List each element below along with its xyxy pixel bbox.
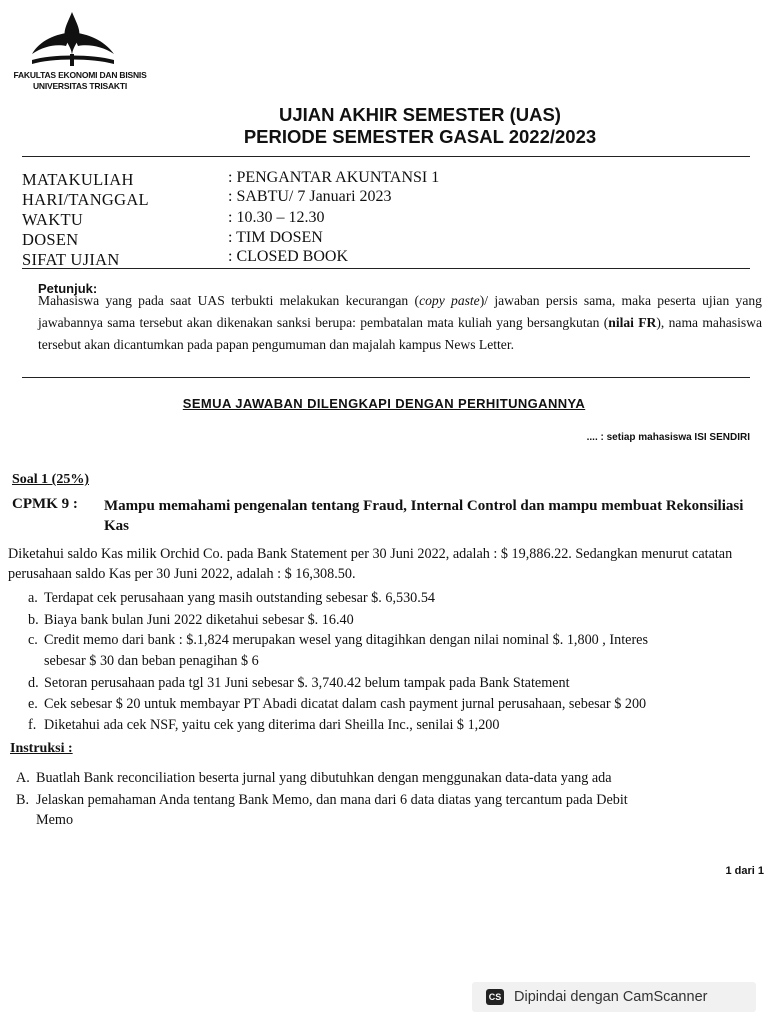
header-divider xyxy=(22,156,750,157)
info-label-sifat: SIFAT UJIAN xyxy=(22,250,120,269)
question-intro: Diketahui saldo Kas milik Orchid Co. pada Bank Statement per 30 Juni 2022, adalah : $ 19,886.22. Sedangkan menurut catatan perusahaan saldo Kas per 30 Juni 2022, adalah : $ 16,308.50. xyxy=(8,546,733,582)
info-value-dosen: : TIM DOSEN xyxy=(228,229,323,246)
instruksi-heading: Instruksi : xyxy=(10,741,73,756)
question-title: Soal 1 (25%) xyxy=(12,472,89,487)
instruction-item: A. Buatlah Bank reconciliation beserta jurnal yang dibutuhkan dengan menggunakan data-data yang ada xyxy=(16,770,612,786)
list-item: d. Setoran perusahaan pada tgl 31 Juni sebesar $. 3,740.42 belum tampak pada Bank Statement xyxy=(28,675,570,691)
answer-instruction-heading: SEMUA JAWABAN DILENGKAPI DENGAN PERHITUNGANNYA xyxy=(182,396,586,411)
exam-title: UJIAN AKHIR SEMESTER (UAS) xyxy=(279,104,561,125)
info-label-hari: HARI/TANGGAL xyxy=(22,190,149,209)
instruction-item: B. Jelaskan pemahaman Anda tentang Bank Memo, dan mana dari 6 data diatas yang tercantum pada Debit xyxy=(16,792,628,808)
petunjuk-text: Mahasiswa yang pada saat UAS terbukti melakukan kecurangan (copy paste)/ jawaban persis sama, maka peserta ujian yang jawabannya sama tersebut akan dikenakan sanksi berupa: pembatalan mata kuliah yang bersangkutan (nilai FR), nama mahasiswa tersebut akan dicantumkan pada papan pengumuman dan majalah kampus News Letter. xyxy=(38,293,763,352)
faculty-name: FAKULTAS EKONOMI DAN BISNIS UNIVERSITAS TRISAKTI xyxy=(13,70,147,91)
info-label-dosen: DOSEN xyxy=(22,230,79,249)
list-item: b. Biaya bank bulan Juni 2022 diketahui sebesar $. 16.40 xyxy=(28,612,354,628)
cpmk-label: CPMK 9 : xyxy=(12,496,78,512)
instruction-item-continuation: Memo xyxy=(36,812,74,828)
info-value-hari: : SABTU/ 7 Januari 2023 xyxy=(228,188,392,205)
list-item: a. Terdapat cek perusahaan yang masih outstanding sebesar $. 6,530.54 xyxy=(28,590,436,606)
camscanner-icon: CS xyxy=(486,989,504,1005)
list-item: c. Credit memo dari bank : $.1,824 merupakan wesel yang ditagihkan dengan nilai nominal $. 1,800 , Interes xyxy=(28,632,649,648)
petunjuk-heading: Petunjuk: xyxy=(38,281,98,296)
info-divider xyxy=(22,268,750,269)
page-number: 1 dari 1 xyxy=(725,865,764,877)
individual-work-note: .... : setiap mahasiswa ISI SENDIRI xyxy=(586,432,750,443)
info-value-matakuliah: : PENGANTAR AKUNTANSI 1 xyxy=(228,169,440,186)
info-value-waktu: : 10.30 – 12.30 xyxy=(228,209,325,226)
info-label-matakuliah: MATAKULIAH xyxy=(22,170,134,189)
info-label-waktu: WAKTU xyxy=(22,210,84,229)
info-value-sifat: : CLOSED BOOK xyxy=(228,248,349,265)
scanner-watermark: CS Dipindai dengan CamScanner xyxy=(472,982,756,1012)
university-logo-icon xyxy=(26,10,122,72)
list-item-continuation: sebesar $ 30 dan beban penagihan $ 6 xyxy=(44,653,259,669)
list-item: e. Cek sebesar $ 20 untuk membayar PT Abadi dicatat dalam cash payment jurnal perusahaan, sebesar $ 200 xyxy=(28,696,647,712)
cpmk-text: Mampu memahami pengenalan tentang Fraud, Internal Control dan mampu membuat Rekonsiliasi Kas xyxy=(104,498,744,534)
exam-period: PERIODE SEMESTER GASAL 2022/2023 xyxy=(243,126,597,147)
petunjuk-divider xyxy=(22,377,750,378)
list-item: f. Diketahui ada cek NSF, yaitu cek yang diterima dari Sheilla Inc., senilai $ 1,200 xyxy=(28,717,500,733)
